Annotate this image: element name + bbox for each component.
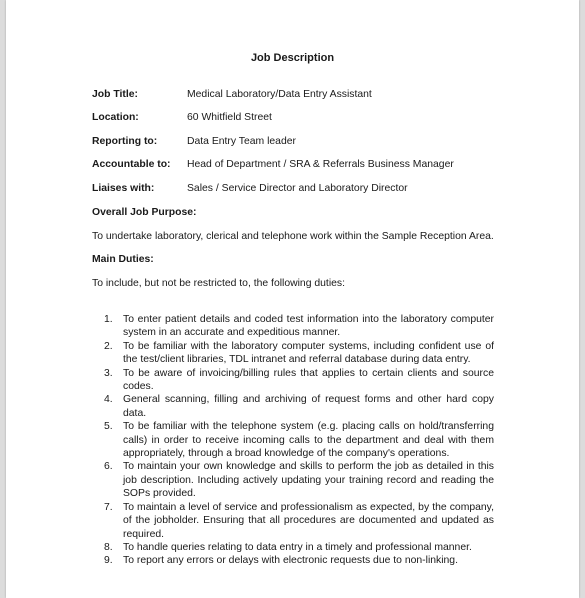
main-duties-heading: Main Duties:	[92, 254, 154, 265]
field-reporting-to	[92, 135, 296, 148]
main-duties-intro: To include, but not be restricted to, the following duties:	[92, 278, 345, 289]
list-item	[104, 313, 494, 340]
field-label: Reporting to:	[92, 136, 158, 147]
field-location	[92, 111, 272, 124]
list-item	[104, 541, 494, 554]
list-item-text: General scanning, filling and archiving of request forms and other hard copy data.	[123, 394, 494, 419]
field-value: Head of Department / SRA & Referrals Business Manager	[187, 159, 454, 170]
page-title: Job Description	[250, 52, 335, 64]
field-label: Liaises with:	[92, 183, 155, 194]
field-value: Data Entry Team leader	[187, 136, 296, 147]
list-item	[104, 393, 494, 420]
field-accountable-to	[92, 158, 454, 171]
list-item-text: To maintain your own knowledge and skills to perform the job as detailed in this job description. Including actively updating your training record and reading the SOPs provided.	[123, 461, 494, 500]
field-value: 60 Whitfield Street	[187, 112, 272, 123]
list-item	[104, 554, 494, 567]
list-item-number: 1.	[104, 314, 113, 325]
field-label: Location:	[92, 112, 139, 123]
list-item-text: To enter patient details and coded test information into the laboratory computer system in an accurate and expeditious manner.	[123, 314, 494, 339]
list-item	[104, 501, 494, 541]
list-item-text: To maintain a level of service and professionalism as expected, by the company, of the jobholder. Ensuring that all procedures are documented and updated as required.	[123, 501, 494, 540]
list-item-text: To be aware of invoicing/billing rules that applies to certain clients and source codes.	[123, 367, 494, 393]
list-item-number: 6.	[104, 461, 113, 473]
list-item-text: To be familiar with the telephone system (e.g. placing calls on hold/transferring calls) in order to receive incoming calls to the department and deal with them appropriately, through a broad knowledge of the company's operations.	[123, 421, 494, 460]
list-item-number: 8.	[104, 541, 113, 553]
list-item-text: To be familiar with the laboratory computer systems, including confident use of the test/client libraries, TDL intranet and referral database during data entry.	[123, 340, 494, 366]
list-item-number: 3.	[104, 367, 113, 379]
field-label: Job Title:	[92, 89, 138, 100]
list-item-number: 5.	[104, 421, 113, 433]
list-item-text: To report any errors or delays with electronic requests due to non-linking.	[123, 555, 458, 567]
field-liaises-with	[92, 182, 408, 195]
field-value: Sales / Service Director and Laboratory Director	[187, 183, 408, 194]
list-item-number: 9.	[104, 555, 113, 567]
field-value: Medical Laboratory/Data Entry Assistant	[187, 89, 372, 100]
duties-list	[104, 313, 494, 568]
overall-purpose-text: To undertake laboratory, clerical and telephone work within the Sample Reception Area.	[92, 231, 494, 242]
list-item	[104, 340, 494, 367]
field-label: Accountable to:	[92, 159, 171, 170]
list-item-number: 4.	[104, 394, 113, 406]
list-item	[104, 420, 494, 460]
field-job-title	[92, 88, 372, 101]
list-item-number: 2.	[104, 340, 113, 352]
list-item-number: 7.	[104, 501, 113, 513]
list-item	[104, 367, 494, 394]
overall-purpose-heading: Overall Job Purpose:	[92, 207, 197, 218]
document-page	[6, 0, 579, 598]
list-item-text: To handle queries relating to data entry in a timely and professional manner.	[123, 541, 472, 553]
list-item	[104, 460, 494, 500]
